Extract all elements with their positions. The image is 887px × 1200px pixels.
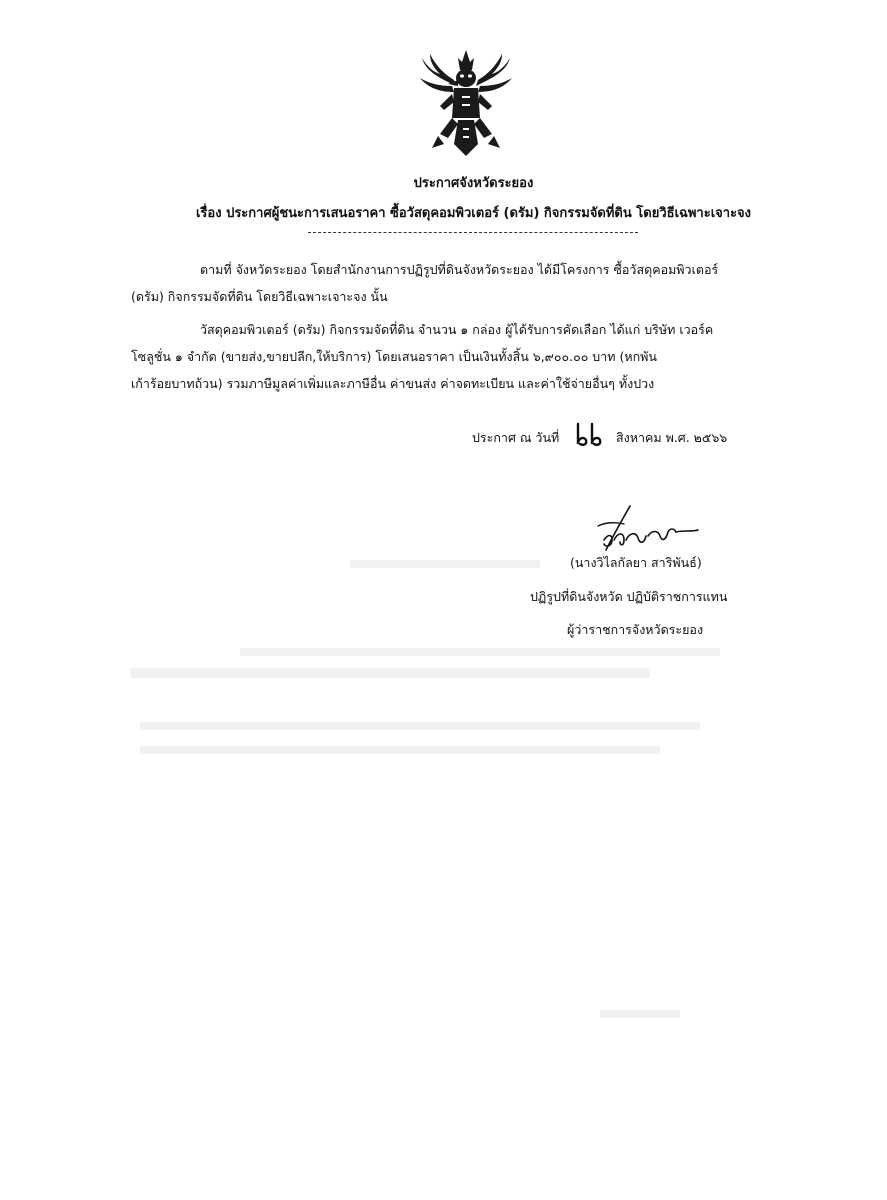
paragraph-1-line-2: (ดรัม) กิจกรรมจัดที่ดิน โดยวิธีเฉพาะเจาะจง นั้น [131, 289, 388, 304]
bleed-through-mark [350, 560, 540, 568]
paragraph-2-line-2: โซลูชั่น ๑ จำกัด (ขายส่ง,ขายปลีก,ให้บริการ) โดยเสนอราคา เป็นเงินทั้งสิ้น ๖,๙๐๐.๐๐ บาท (หกพัน [131, 349, 657, 364]
paragraph-2-line-3: เก้าร้อยบาทถ้วน) รวมภาษีมูลค่าเพิ่มและภาษีอื่น ค่าขนส่ง ค่าจดทะเบียน และค่าใช้จ่ายอื่นๆ ทั้งปวง [131, 376, 655, 391]
bleed-through-mark [140, 722, 700, 730]
document-subject: เรื่อง ประกาศผู้ชนะการเสนอราคา ซื้อวัสดุคอมพิวเตอร์ (ดรัม) กิจกรรมจัดที่ดิน โดยวิธีเฉพาะเจาะจง [195, 206, 752, 221]
announcement-date-month-year: สิงหาคม พ.ศ. ๒๕๖๖ [616, 430, 728, 445]
handwritten-day-icon [572, 420, 612, 448]
paragraph-1-line-1: ตามที่ จังหวัดระยอง โดยสำนักงานการปฏิรูปที่ดินจังหวัดระยอง ได้มีโครงการ ซื้อวัสดุคอมพิวเตอร์ [200, 262, 719, 277]
announcement-date-prefix: ประกาศ ณ วันที่ [472, 430, 560, 445]
signatory-authority: ผู้ว่าราชการจังหวัดระยอง [567, 622, 704, 637]
handwritten-signature-icon [594, 500, 710, 560]
signatory-name: (นางวิไลกัลยา สาริพันธ์) [570, 555, 702, 570]
garuda-emblem-icon [418, 48, 514, 160]
document-title: ประกาศจังหวัดระยอง [413, 176, 534, 191]
title-divider [308, 232, 638, 233]
signatory-position: ปฏิรูปที่ดินจังหวัด ปฏิบัติราชการแทน [530, 589, 728, 604]
bleed-through-mark [140, 746, 660, 754]
bleed-through-mark [240, 648, 720, 656]
bleed-through-mark [130, 668, 650, 678]
paragraph-2-line-1: วัสดุคอมพิวเตอร์ (ดรัม) กิจกรรมจัดที่ดิน จำนวน ๑ กล่อง ผู้ได้รับการคัดเลือก ได้แก่ บริษัท เวอร์ค [200, 322, 714, 337]
bleed-through-mark [600, 1010, 680, 1018]
